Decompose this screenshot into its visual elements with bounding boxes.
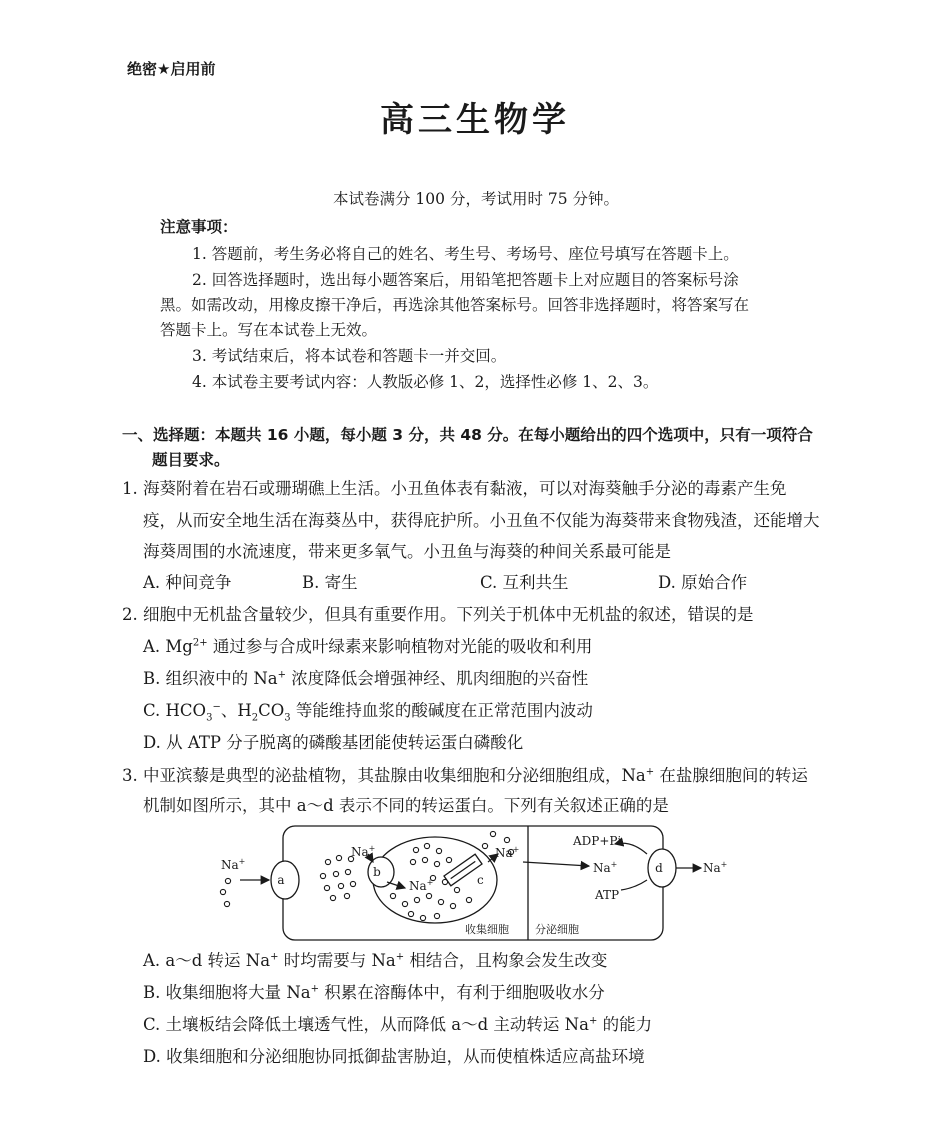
na-label-outside: Na+ [221,857,246,872]
q1-option-a: A. 种间竞争 [143,573,232,592]
na-label-vacuole: Na+ [409,878,434,893]
secretory-cell-label: 分泌细胞 [535,923,579,936]
q1-option-c: C. 互利共生 [480,573,569,592]
q3-stem-2: 机制如图所示，其中 a～d 表示不同的转运蛋白。下列有关叙述正确的是 [143,796,669,815]
salt-gland-diagram [215,824,735,942]
q2-option-a: A. $Mg^{2+}$ 通过参与合成叶绿素来影响植物对光能的吸收和利用 [143,637,593,656]
q1-stem-3: 海葵周围的水流速度，带来更多氧气。小丑鱼与海葵的种间关系最可能是 [143,542,671,561]
adp-label: ADP+Pi [573,834,622,848]
q3-option-b: B. 收集细胞将大量 Na+ 积累在溶酶体中，有利于细胞吸收水分 [143,983,605,1002]
q1-stem-1: 1. 海葵附着在岩石或珊瑚礁上生活。小丑鱼体表有黏液，可以对海葵触手分泌的毒素产生免 [122,479,787,498]
label-c: c [477,873,484,887]
section-heading-cont: 题目要求。 [152,451,230,469]
q2-option-b: B. 组织液中的 Na+ 浓度降低会增强神经、肌肉细胞的兴奋性 [143,669,589,688]
exam-intro: 本试卷满分 100 分，考试用时 75 分钟。 [333,190,620,208]
q2-stem: 2. 细胞中无机盐含量较少，但具有重要作用。下列关于机体中无机盐的叙述，错误的是 [122,605,754,624]
label-a: a [277,873,285,887]
q3-stem-1: 3. 中亚滨藜是典型的泌盐植物，其盐腺由收集细胞和分泌细胞组成，Na+ 在盐腺细胞间的转运 [122,766,808,785]
notice-line-5: 3. 考试结束后，将本试卷和答题卡一并交回。 [192,347,507,365]
na-label-cytoplasm: Na+ [351,844,376,859]
atp-label: ATP [595,888,620,902]
notice-line-1: 1. 答题前，考生务必将自己的姓名、考生号、考场号、座位号填写在答题卡上。 [192,245,739,263]
q3-option-c: C. 土壤板结会降低土壤透气性，从而降低 a～d 主动转运 Na+ 的能力 [143,1015,653,1034]
transporter-a [271,861,299,899]
notice-line-6: 4. 本试卷主要考试内容：人教版必修 1、2，选择性必修 1、2、3。 [192,373,659,391]
collecting-cell-label: 收集细胞 [465,923,509,936]
q1-stem-2: 疫，从而安全地生活在海葵丛中，获得庇护所。小丑鱼不仅能为海葵带来食物残渣，还能增大 [143,511,820,530]
notice-line-2: 2. 回答选择题时，选出每小题答案后，用铅笔把答题卡上对应题目的答案标号涂 [192,271,739,289]
q2-option-c: C. $HCO_3^-$、$H_2CO_3$ 等能维持血浆的酸碱度在正常范围内波动 [143,701,593,724]
label-d: d [655,861,663,875]
na-label-c: Na+ [495,845,520,860]
notice-line-4: 答题卡上。写在本试卷上无效。 [160,321,378,339]
q3-option-d: D. 收集细胞和分泌细胞协同抵御盐害胁迫，从而使植株适应高盐环境 [143,1047,645,1066]
notice-line-3: 黑。如需改动，用橡皮擦干净后，再选涂其他答案标号。回答非选择题时，将答案写在 [160,296,750,314]
label-b: b [373,865,381,879]
q3-option-a: A. a～d 转运 Na+ 时均需要与 Na+ 相结合，且构象会发生改变 [143,951,608,970]
section-heading: 一、选择题：本题共 16 小题，每小题 3 分，共 48 分。在每小题给出的四个选项中，只有一项符合 [122,426,813,444]
page-title: 高三生物学 [380,100,570,140]
na-label-right: Na+ [703,860,728,875]
q1-option-d: D. 原始合作 [658,573,748,592]
q2-option-d: D. 从 ATP 分子脱离的磷酸基团能使转运蛋白磷酸化 [143,733,524,752]
confidential-label: 绝密★启用前 [127,60,216,78]
q1-option-b: B. 寄生 [302,573,358,592]
na-label-secretory: Na+ [593,860,618,875]
notice-heading: 注意事项： [160,218,238,236]
